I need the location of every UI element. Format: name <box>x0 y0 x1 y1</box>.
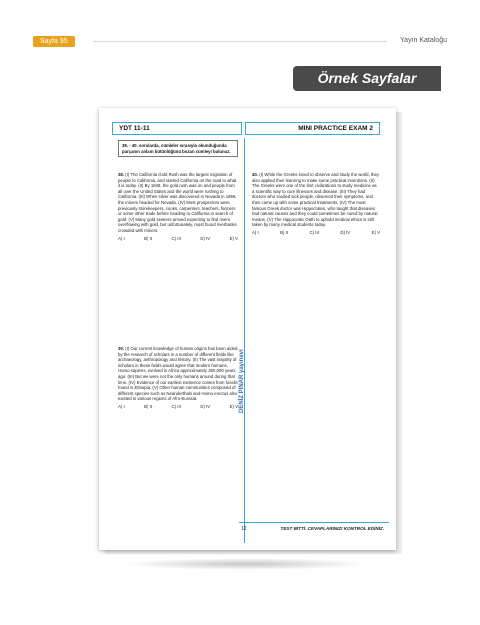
footer-divider <box>239 522 389 523</box>
option-d[interactable]: D) IV <box>200 235 211 241</box>
question-text: (I) Our current knowledge of human origins has been aided by the research of scholars in a number of different fields like archaeology, anthropology and history. (II) The vast majority of scholars in these fields would agree that modern humans, Homo sapiens, evolved in Africa approximately 300,000 years ago. (III) But we were not the only humans around during that time. (IV) Evidence of our earliest existence comes from fossils found in Ethiopia. (V) Other human communities composed of different species such as Neanderthals and Homo erectus also existed in various regions of Afro-Eurasia. <box>118 346 238 402</box>
publisher-name: DENİZ PINAR yayınevi <box>239 349 245 413</box>
top-bar <box>33 36 447 48</box>
section-banner: Örnek Sayfalar <box>293 66 441 91</box>
option-a[interactable]: A) I <box>252 229 259 235</box>
sheet-page-number: 12 <box>241 526 247 532</box>
question-38 <box>118 172 238 241</box>
end-note: TEST BİTTİ. CEVAPLARINIZI KONTROL EDİNİZ. <box>280 526 384 531</box>
publisher-logo <box>235 313 253 413</box>
option-e[interactable]: E) V <box>229 235 238 241</box>
question-number: 40. <box>252 172 258 177</box>
option-c[interactable]: C) III <box>171 235 181 241</box>
question-39 <box>118 346 238 410</box>
answer-options <box>252 230 380 236</box>
option-b[interactable]: B) II <box>280 229 289 235</box>
page-drop-shadow <box>123 558 369 570</box>
option-e[interactable]: E) V <box>229 403 238 409</box>
option-d[interactable]: D) IV <box>200 403 211 409</box>
question-text: (I) While the Greeks loved to observe and study the world, they also applied their learning to make some practical inventions. (II) The Greeks were one of the first civilizations to study medicine as a scientific way to cure illnesses and disease. (III) They had doctors who studied sick people, observed their symptoms, and then came up with some practical treatments. (IV) The most famous Greek doctor was Hippocrates, who taught that diseases had natural causes and they could sometimes be cured by natural means. (V) The Hippocratic Oath to uphold medical ethics is still taken by many medical students today. <box>252 172 380 228</box>
option-c[interactable]: C) III <box>171 403 181 409</box>
option-b[interactable]: B) II <box>144 403 153 409</box>
question-text: (I) The California Gold Rush was the largest migration of people to California, and started California on the road to what it is today. (II) By 1849, the gold rush was on and people from all over the United States and the world were rushing to California. (III) When silver was discovered in Nevada in 1859, the miners headed for Nevada. (IV) Most prospectors were previously storekeepers, cooks, carpenters, teachers, farmers or some other trade before heading to California in search of gold. (V) Many gold seekers arrived expecting to find rivers overflowing with gold, but unfortunately, most found riverbanks crowded with miners. <box>118 172 237 233</box>
option-b[interactable]: B) II <box>144 235 153 241</box>
top-divider <box>93 41 387 42</box>
answer-options <box>118 404 238 410</box>
sample-page <box>99 108 396 550</box>
question-number: 39. <box>118 346 124 351</box>
answer-options <box>118 236 238 242</box>
option-c[interactable]: C) III <box>309 229 319 235</box>
question-40 <box>252 172 380 236</box>
instruction-box: 38. - 40. sorularda, cümleler sırasıyla okunduğunda parçanın anlam bütünlüğünü bozan cümleyi bulunuz. <box>118 140 238 157</box>
catalog-label: Yayın Kataloğu <box>400 37 447 44</box>
option-a[interactable]: A) I <box>118 403 125 409</box>
page-number-badge: Sayfa 95 <box>33 36 75 47</box>
question-number: 38. <box>118 172 124 177</box>
option-e[interactable]: E) V <box>371 229 380 235</box>
option-d[interactable]: D) IV <box>340 229 351 235</box>
exam-title-header: MINI PRACTICE EXAM 2 <box>245 122 380 135</box>
option-a[interactable]: A) I <box>118 235 125 241</box>
exam-code-header: YDT 11-11 <box>112 122 242 135</box>
